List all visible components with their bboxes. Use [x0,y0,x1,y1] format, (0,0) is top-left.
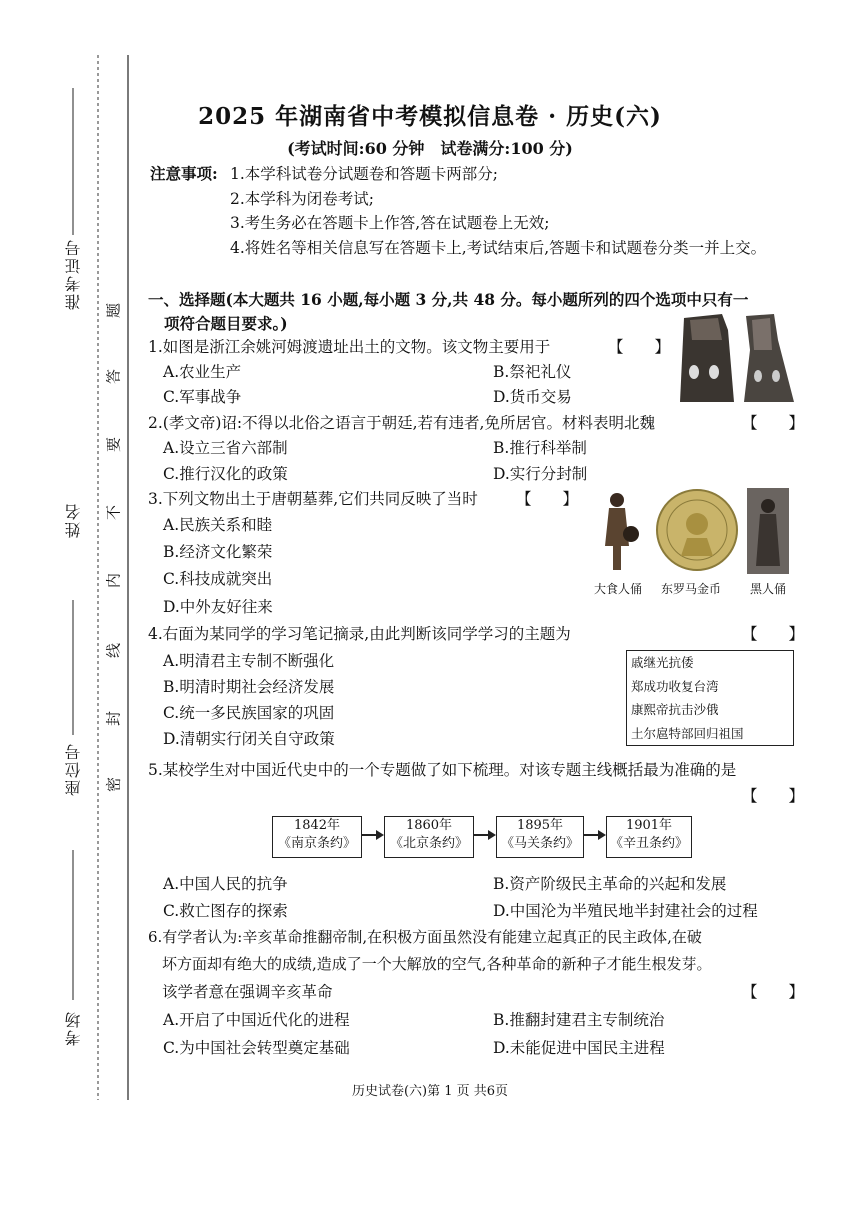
arrow-icon [584,834,604,836]
exam-info: (考试时间:60 分钟 试卷满分:100 分) [287,139,573,158]
option-d: D.未能促进中国民主进程 [493,1039,665,1057]
option-b: B.推翻封建君主专制统治 [493,1011,665,1029]
question-stem-cont: 该学者意在强调辛亥革命 [162,983,333,1001]
page-footer: 历史试卷(六)第 1 页 共6页 [351,1084,509,1099]
section-heading-cont: 项符合题目要求。) [164,314,288,333]
timeline-treaty: 《北京条约》 [389,836,468,851]
image-caption: 东罗马金币 [661,582,722,596]
note-item: 土尔扈特部回归祖国 [631,725,744,741]
question-stem: 5.某校学生对中国近代史中的一个专题做了如下梳理。对该专题主线概括最为准确的是 [148,761,737,779]
option-c: C.为中国社会转型奠定基础 [163,1039,350,1057]
seal-char: 要 [104,437,123,453]
seal-char: 内 [104,573,123,589]
timeline-treaty: 《辛丑条约》 [609,836,688,851]
seal-char: 答 [104,369,123,385]
note-item: 康熙帝抗击沙俄 [631,702,719,717]
margin-label-room: 考场 [64,1010,83,1046]
study-notes-box [626,650,794,746]
timeline-treaty: 《马关条约》 [500,836,579,851]
section-heading: 一、选择题(本大题共 16 小题,每小题 3 分,共 48 分。每小题所列的四个选项中只有一 [148,290,749,309]
option-c: C.推行汉化的政策 [163,465,288,483]
option-c: C.科技成就突出 [163,570,273,588]
seal-char: 密 [104,777,123,793]
option-d: D.中外友好往来 [163,598,273,616]
note-item: 郑成功收复台湾 [631,678,719,694]
timeline-box [496,816,584,858]
option-c: C.军事战争 [163,388,242,406]
option-a: A.开启了中国近代化的进程 [163,1011,350,1029]
option-a: A.农业生产 [163,363,242,381]
option-a: A.明清君主专制不断强化 [163,652,335,670]
notice-item: 4.将姓名等相关信息写在答题卡上,考试结束后,答题卡和试题卷分类一并上交。 [230,239,767,257]
option-a: A.民族关系和睦 [163,516,273,534]
seal-char: 题 [104,303,123,319]
question-stem: 4.右面为某同学的学习笔记摘录,由此判断该同学学习的主题为 [148,625,571,643]
arrow-icon [362,834,382,836]
question-stem-cont: 坏方面却有绝大的成绩,造成了一个大解放的空气,各种革命的新种子才能生根发芽。 [162,955,712,973]
option-b: B.经济文化繁荣 [163,543,273,561]
answer-bracket: 【 】 [516,490,579,508]
note-item: 戚继光抗倭 [631,655,694,670]
tang-relics-images [585,486,795,578]
question-stem: 2.(孝文帝)诏:不得以北俗之语言于朝廷,若有违者,免所居官。材料表明北魏 [148,414,655,432]
option-c: C.救亡图存的探索 [163,902,288,920]
question-stem: 1.如图是浙江余姚河姆渡遗址出土的文物。该文物主要用于 [148,338,551,356]
timeline-box [272,816,362,858]
option-d: D.清朝实行闭关自守政策 [163,730,335,748]
question-stem: 6.有学者认为:辛亥革命推翻帝制,在积极方面虽然没有能建立起真正的民主政体,在破 [148,928,702,946]
option-b: B.明清时期社会经济发展 [163,678,335,696]
option-d: D.实行分封制 [493,465,588,483]
timeline-box [606,816,692,858]
option-b: B.资产阶级民主革命的兴起和发展 [493,875,727,893]
timeline-year: 1842年 [293,818,341,833]
answer-bracket: 【 】 [742,787,805,805]
option-d: D.中国沦为半殖民地半封建社会的过程 [493,902,758,920]
option-c: C.统一多民族国家的巩固 [163,704,335,722]
question-stem: 3.下列文物出土于唐朝墓葬,它们共同反映了当时 [148,490,478,508]
seal-char: 线 [104,643,123,659]
timeline-year: 1895年 [516,818,564,833]
notice-item: 3.考生务必在答题卡上作答,答在试题卷上无效; [230,214,550,232]
answer-bracket: 【 】 [608,338,671,356]
seal-char: 不 [104,505,123,521]
option-b: B.祭祀礼仪 [493,363,572,381]
timeline-year: 1901年 [625,818,673,833]
arrow-icon [474,834,494,836]
answer-bracket: 【 】 [742,414,805,432]
seal-char: 封 [104,711,123,727]
bone-tool-image [672,310,802,410]
timeline-treaty: 《南京条约》 [277,836,356,851]
answer-bracket: 【 】 [742,625,805,643]
answer-bracket: 【 】 [742,983,805,1001]
notice-item: 1.本学科试卷分试题卷和答题卡两部分; [230,165,499,183]
timeline-year: 1860年 [405,818,453,833]
margin-label-name: 姓名 [64,502,83,538]
notice-label: 注意事项: [150,164,218,183]
image-caption: 大食人俑 [594,582,643,596]
margin-label-exam-number: 准考证号 [64,238,83,310]
page-title: 2025 年湖南省中考模拟信息卷 · 历史(六) [198,103,662,130]
option-a: A.中国人民的抗争 [163,875,288,893]
option-d: D.货币交易 [493,388,572,406]
notice-item: 2.本学科为闭卷考试; [230,190,375,208]
option-b: B.推行科举制 [493,439,587,457]
image-caption: 黑人俑 [750,582,787,596]
timeline-box [384,816,474,858]
margin-label-seat: 座位号 [64,742,83,796]
option-a: A.设立三省六部制 [163,439,288,457]
